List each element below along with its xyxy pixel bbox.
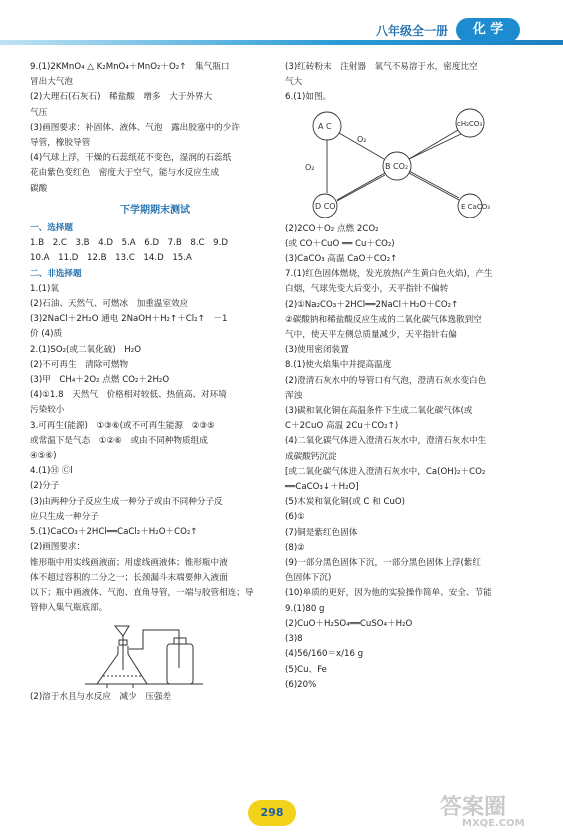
choice-answers: 10.A 11.D 12.B 13.C 14.D 15.A bbox=[30, 253, 192, 264]
answer-line: 9.(1)2KMnO₄ △ K₂MnO₄＋MnO₂＋O₂↑ 集气瓶口 bbox=[30, 62, 230, 72]
answer-line: 污染较小 bbox=[30, 405, 65, 416]
answer-line: ④⑤⑥) bbox=[30, 451, 57, 462]
part1-title: 一、选择题 bbox=[30, 223, 73, 234]
answer-line: 4.(1)Ⓗ Ⓒl bbox=[30, 466, 73, 477]
answer-line: (2)2CO＋O₂ 点燃 2CO₂ bbox=[285, 223, 379, 234]
page-number: 298 bbox=[248, 800, 296, 826]
answer-line: (10)单质的更好，因为他的实验操作简单、安全、节能 bbox=[285, 588, 492, 599]
edge-label-ab: O₂ bbox=[357, 134, 367, 144]
answer-line: 5.(1)CaCO₃＋2HCl══CaCl₂＋H₂O＋CO₂↑ bbox=[30, 527, 198, 538]
page-header bbox=[0, 0, 563, 48]
answer-line: 气大 bbox=[285, 77, 303, 88]
node-b-label: B CO₂ bbox=[385, 161, 409, 171]
part2-title: 二、非选择题 bbox=[30, 268, 82, 279]
answer-line: 浑浊 bbox=[285, 390, 303, 401]
answer-line: 导管，橡胶导管 bbox=[30, 138, 91, 149]
answer-line: (2)大理石(石灰石) 稀盐酸 增多 大于外界大 bbox=[30, 92, 213, 103]
answer-line: [或二氧化碳气体进入澄清石灰水中，Ca(OH)₂＋CO₂ bbox=[285, 466, 486, 477]
edge-label-ad: O₂ bbox=[305, 162, 315, 172]
answer-line: (3)由两种分子反应生成一种分子或由不同种分子反 bbox=[30, 496, 223, 507]
answer-line: (3)CaCO₃ 高温 CaO＋CO₂↑ bbox=[285, 254, 398, 265]
answer-line: 价 (4)质 bbox=[30, 329, 63, 340]
answer-line: 管伸入集气瓶底部。 bbox=[30, 603, 108, 614]
answer-line: 成碳酸钙沉淀 bbox=[285, 451, 337, 462]
answer-line: (3)画图要求：补固体、液体、气泡 露出胶塞中的少许 bbox=[30, 122, 240, 133]
node-d-label: D CO bbox=[315, 201, 336, 211]
right-column bbox=[285, 60, 533, 693]
answer-line: (6)20% bbox=[285, 679, 317, 690]
answer-line: (2)①Na₂CO₃＋2HCl══2NaCl＋H₂O＋CO₂↑ bbox=[285, 299, 459, 310]
answer-line: (5)木炭和氧化铜(或 C 和 CuO) bbox=[285, 497, 406, 508]
answer-line: 白烟，气球先变大后变小，天平指针不偏转 bbox=[285, 284, 449, 295]
answer-line: 9.(1)80 g bbox=[285, 603, 325, 614]
answer-line: 6.(1)如图。 bbox=[285, 92, 332, 103]
grade-label: 八年级全一册 bbox=[376, 24, 449, 38]
answer-line: (5)Cu、Fe bbox=[285, 664, 327, 675]
watermark-logo: 答案圈 bbox=[440, 795, 507, 820]
answer-line: (6)① bbox=[285, 512, 305, 523]
choice-answers: 1.B 2.C 3.B 4.D 5.A 6.D 7.B 8.C 9.D bbox=[30, 238, 228, 249]
answer-line: (2)画图要求： bbox=[30, 542, 86, 553]
answer-line: (2)溶于水且与水反应 减少 压强差 bbox=[30, 692, 172, 703]
answer-line: (2)CuO＋H₂SO₄══CuSO₄＋H₂O bbox=[285, 618, 413, 629]
apparatus-drawing bbox=[85, 618, 205, 690]
answer-line: (4)①1.8 天然气 价格相对较低、热值高、对环境 bbox=[30, 390, 227, 401]
watermark-url: MXQE.COM bbox=[462, 818, 525, 829]
answer-line: (2)澄清石灰水中的导管口有气泡，澄清石灰水变白色 bbox=[285, 375, 487, 386]
answer-line: 碳酸 bbox=[30, 183, 48, 194]
answer-line: ══CaCO₃↓＋H₂O] bbox=[285, 482, 359, 493]
answer-line: (4)气球上浮，干燥的石蕊纸花不变色，湿润的石蕊纸 bbox=[30, 153, 232, 164]
subject-badge: 化 学 bbox=[456, 18, 520, 42]
answer-line: (3)碳和氧化铜在高温条件下生成二氧化碳气体(或 bbox=[285, 406, 473, 417]
answer-line: (4)56/160＝x/16 g bbox=[285, 649, 364, 660]
answer-line: (9)一部分黑色固体下沉，一部分黑色固体上浮(紫红 bbox=[285, 558, 481, 569]
answer-line: (2)分子 bbox=[30, 481, 60, 492]
answer-line: 气压 bbox=[30, 107, 48, 118]
conversion-diagram bbox=[285, 108, 525, 218]
answer-line: 或常温下是气态 ①②⑥ 或由不同种物质组成 bbox=[30, 435, 208, 446]
node-a-label: A C bbox=[318, 121, 332, 131]
answer-line: (2)不可再生 清除可燃物 bbox=[30, 359, 129, 370]
answer-line: 锥形瓶中用实线画液面；用虚线画液体；锥形瓶中液 bbox=[30, 557, 228, 568]
answer-line: 气中，使天平左侧总质量减少，天平指针右偏 bbox=[285, 330, 457, 341]
node-e-label: E CaCO₃ bbox=[461, 202, 491, 211]
answer-line: 冒出大气泡 bbox=[30, 77, 73, 88]
answer-line: (3)甲 CH₄＋2O₂ 点燃 CO₂＋2H₂O bbox=[30, 375, 170, 386]
answer-line: (2)石油、天然气、可燃冰 加重温室效应 bbox=[30, 299, 189, 310]
answer-line: 以下；瓶中画液体、气泡、直角导管，一端与胶管相连；导 bbox=[30, 587, 254, 598]
answer-line: (8)② bbox=[285, 542, 305, 553]
left-column bbox=[30, 60, 280, 706]
answer-line: 应只生成一种分子 bbox=[30, 511, 99, 522]
answer-line: C＋2CuO 高温 2Cu＋CO₂↑) bbox=[285, 421, 399, 432]
answer-line: (3)使用密闭装置 bbox=[285, 345, 349, 356]
answer-line: 2.(1)SO₂(或二氧化硫) H₂O bbox=[30, 344, 141, 355]
answer-line: 1.(1)氧 bbox=[30, 283, 59, 294]
node-c-label: cH₂CO₃ bbox=[457, 119, 483, 128]
answer-line: 3.可再生(能源) ①③⑥(或不可再生能源 ②③⑤ bbox=[30, 420, 215, 431]
answer-line: 7.(1)红色固体燃烧，发光放热(产生黄白色火焰)，产生 bbox=[285, 269, 493, 280]
answer-line: 色固体下沉) bbox=[285, 573, 332, 584]
answer-line: 体不超过容积的二分之一；长颈漏斗末端要伸入液面 bbox=[30, 572, 228, 583]
answer-line: (或 CO＋CuO ══ Cu＋CO₂) bbox=[285, 238, 395, 249]
answer-line: 花由紫色变红色 密度大于空气，能与水反应生成 bbox=[30, 168, 220, 179]
answer-line: ②碳酸钠和稀盐酸反应生成的二氧化碳气体逸散到空 bbox=[285, 314, 482, 325]
answer-line: (3)8 bbox=[285, 634, 303, 645]
answer-line: (4)二氧化碳气体进入澄清石灰水中，澄清石灰水中生 bbox=[285, 436, 487, 447]
answer-line: 8.(1)使火焰集中并提高温度 bbox=[285, 360, 392, 371]
answer-line: (7)铜是紫红色固体 bbox=[285, 527, 358, 538]
answer-line: (3)红砖粉末 注射器 氧气不易溶于水，密度比空 bbox=[285, 62, 478, 72]
section-title: 下学期期末测试 bbox=[120, 204, 190, 216]
answer-line: (3)2NaCl＋2H₂O 通电 2NaOH＋H₂↑＋Cl₂↑ －1 bbox=[30, 314, 228, 325]
